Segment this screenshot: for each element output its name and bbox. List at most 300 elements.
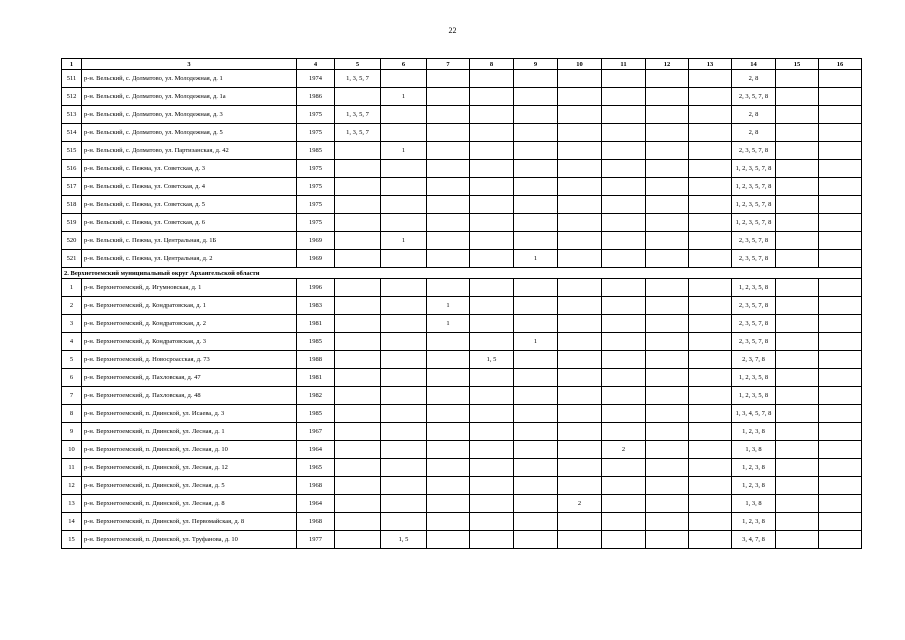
- cell-14: 2, 3, 5, 7, 8: [732, 297, 776, 315]
- cell-6: 1: [381, 88, 427, 106]
- year-cell: 1975: [297, 214, 335, 232]
- cell-11: [602, 351, 646, 369]
- cell-8: [470, 495, 514, 513]
- cell-6: [381, 495, 427, 513]
- column-header: 8: [470, 59, 514, 70]
- section-row: [62, 268, 862, 279]
- cell-13: [689, 279, 732, 297]
- table-row: [62, 513, 862, 531]
- cell-10: [558, 279, 602, 297]
- cell-10: [558, 369, 602, 387]
- cell-9: [514, 160, 558, 178]
- year-cell: 1964: [297, 495, 335, 513]
- cell-6: [381, 459, 427, 477]
- year-cell: 1985: [297, 405, 335, 423]
- address-cell: р-н. Верхнетоемский, п. Двинской, ул. Исаева, д. 3: [82, 405, 297, 423]
- cell-8: [470, 423, 514, 441]
- year-cell: 1967: [297, 423, 335, 441]
- cell-13: [689, 142, 732, 160]
- cell-8: [470, 459, 514, 477]
- cell-6: [381, 70, 427, 88]
- table-row: [62, 142, 862, 160]
- column-header: 3: [82, 59, 297, 70]
- cell-12: [646, 333, 689, 351]
- column-header: 5: [335, 59, 381, 70]
- cell-7: [427, 441, 470, 459]
- row-number: 515: [62, 142, 82, 160]
- cell-11: [602, 459, 646, 477]
- cell-9: [514, 369, 558, 387]
- table-row: [62, 124, 862, 142]
- cell-8: [470, 297, 514, 315]
- cell-16: [819, 214, 862, 232]
- cell-13: [689, 351, 732, 369]
- cell-11: [602, 279, 646, 297]
- cell-6: 1, 5: [381, 531, 427, 549]
- cell-13: [689, 214, 732, 232]
- table-row: [62, 196, 862, 214]
- cell-7: [427, 369, 470, 387]
- cell-15: [776, 106, 819, 124]
- cell-14: 2, 3, 5, 7, 8: [732, 333, 776, 351]
- table-row: [62, 477, 862, 495]
- cell-10: [558, 232, 602, 250]
- table-row: [62, 279, 862, 297]
- cell-14: 1, 3, 8: [732, 441, 776, 459]
- cell-16: [819, 459, 862, 477]
- cell-15: [776, 441, 819, 459]
- year-cell: 1975: [297, 196, 335, 214]
- cell-14: 2, 3, 5, 7, 8: [732, 88, 776, 106]
- cell-7: [427, 178, 470, 196]
- cell-6: [381, 106, 427, 124]
- table-row: [62, 315, 862, 333]
- table-row: [62, 369, 862, 387]
- row-number: 3: [62, 315, 82, 333]
- cell-13: [689, 297, 732, 315]
- cell-9: [514, 214, 558, 232]
- cell-10: [558, 531, 602, 549]
- cell-12: [646, 214, 689, 232]
- cell-15: [776, 387, 819, 405]
- cell-9: [514, 513, 558, 531]
- cell-14: 1, 2, 3, 5, 8: [732, 279, 776, 297]
- cell-8: [470, 441, 514, 459]
- cell-12: [646, 351, 689, 369]
- table-row: [62, 106, 862, 124]
- cell-8: [470, 369, 514, 387]
- row-number: 511: [62, 70, 82, 88]
- cell-6: [381, 124, 427, 142]
- cell-15: [776, 70, 819, 88]
- cell-13: [689, 423, 732, 441]
- cell-6: [381, 196, 427, 214]
- cell-5: [335, 459, 381, 477]
- cell-5: [335, 441, 381, 459]
- cell-9: [514, 441, 558, 459]
- address-cell: р-н. Вельский, с. Долматово, ул. Партизанская, д. 42: [82, 142, 297, 160]
- column-header: 13: [689, 59, 732, 70]
- year-cell: 1975: [297, 178, 335, 196]
- cell-14: 1, 2, 3, 8: [732, 459, 776, 477]
- cell-14: 1, 2, 3, 8: [732, 513, 776, 531]
- cell-6: [381, 441, 427, 459]
- row-number: 521: [62, 250, 82, 268]
- address-cell: р-н. Верхнетоемский, д. Пахловская, д. 47: [82, 369, 297, 387]
- cell-16: [819, 495, 862, 513]
- cell-7: [427, 405, 470, 423]
- cell-6: [381, 477, 427, 495]
- cell-12: [646, 124, 689, 142]
- cell-11: [602, 250, 646, 268]
- cell-12: [646, 106, 689, 124]
- cell-10: [558, 459, 602, 477]
- cell-14: 1, 2, 3, 5, 7, 8: [732, 196, 776, 214]
- cell-6: [381, 315, 427, 333]
- cell-15: [776, 142, 819, 160]
- cell-6: [381, 405, 427, 423]
- cell-11: [602, 531, 646, 549]
- year-cell: 1986: [297, 88, 335, 106]
- cell-9: 1: [514, 250, 558, 268]
- cell-9: [514, 88, 558, 106]
- cell-6: [381, 513, 427, 531]
- cell-15: [776, 333, 819, 351]
- cell-16: [819, 315, 862, 333]
- cell-8: [470, 214, 514, 232]
- year-cell: 1965: [297, 459, 335, 477]
- cell-16: [819, 333, 862, 351]
- table-row: [62, 160, 862, 178]
- cell-15: [776, 297, 819, 315]
- cell-12: [646, 405, 689, 423]
- cell-12: [646, 178, 689, 196]
- address-cell: р-н. Верхнетоемский, д. Игумновская, д. 1: [82, 279, 297, 297]
- cell-15: [776, 279, 819, 297]
- cell-9: [514, 196, 558, 214]
- row-number: 516: [62, 160, 82, 178]
- cell-7: 1: [427, 297, 470, 315]
- table-row: [62, 441, 862, 459]
- cell-5: 1, 3, 5, 7: [335, 106, 381, 124]
- column-header: 16: [819, 59, 862, 70]
- cell-13: [689, 495, 732, 513]
- cell-9: [514, 495, 558, 513]
- cell-6: [381, 369, 427, 387]
- address-cell: р-н. Верхнетоемский, д. Кондратовская, д. 3: [82, 333, 297, 351]
- cell-9: 1: [514, 333, 558, 351]
- cell-13: [689, 477, 732, 495]
- cell-6: 1: [381, 142, 427, 160]
- cell-7: [427, 531, 470, 549]
- cell-13: [689, 369, 732, 387]
- cell-13: [689, 106, 732, 124]
- cell-9: [514, 178, 558, 196]
- address-cell: р-н. Верхнетоемский, п. Двинской, ул. Лесная, д. 10: [82, 441, 297, 459]
- cell-11: [602, 232, 646, 250]
- cell-8: [470, 88, 514, 106]
- cell-15: [776, 124, 819, 142]
- address-cell: р-н. Вельский, с. Долматово, ул. Молодежная, д. 3: [82, 106, 297, 124]
- cell-7: [427, 333, 470, 351]
- cell-12: [646, 315, 689, 333]
- cell-16: [819, 351, 862, 369]
- cell-9: [514, 459, 558, 477]
- cell-10: [558, 387, 602, 405]
- cell-5: [335, 297, 381, 315]
- cell-14: 1, 2, 3, 5, 7, 8: [732, 214, 776, 232]
- row-number: 513: [62, 106, 82, 124]
- cell-12: [646, 423, 689, 441]
- year-cell: 1981: [297, 315, 335, 333]
- cell-10: [558, 297, 602, 315]
- cell-13: [689, 196, 732, 214]
- cell-9: [514, 279, 558, 297]
- address-cell: р-н. Верхнетоемский, п. Двинской, ул. Лесная, д. 5: [82, 477, 297, 495]
- cell-11: [602, 495, 646, 513]
- cell-10: [558, 250, 602, 268]
- cell-14: 1, 2, 3, 8: [732, 477, 776, 495]
- table-row: [62, 250, 862, 268]
- cell-12: [646, 232, 689, 250]
- cell-7: [427, 70, 470, 88]
- row-number: 4: [62, 333, 82, 351]
- cell-11: [602, 142, 646, 160]
- cell-16: [819, 232, 862, 250]
- row-number: 14: [62, 513, 82, 531]
- cell-5: [335, 214, 381, 232]
- cell-10: [558, 196, 602, 214]
- cell-16: [819, 513, 862, 531]
- table-row: [62, 531, 862, 549]
- cell-16: [819, 531, 862, 549]
- cell-8: [470, 387, 514, 405]
- cell-12: [646, 70, 689, 88]
- cell-13: [689, 513, 732, 531]
- address-cell: р-н. Вельский, с. Пежма, ул. Центральная, д. 1Б: [82, 232, 297, 250]
- cell-15: [776, 250, 819, 268]
- cell-16: [819, 279, 862, 297]
- row-number: 1: [62, 279, 82, 297]
- cell-12: [646, 279, 689, 297]
- cell-16: [819, 70, 862, 88]
- cell-8: [470, 178, 514, 196]
- cell-14: 1, 3, 8: [732, 495, 776, 513]
- row-number: 7: [62, 387, 82, 405]
- cell-11: [602, 315, 646, 333]
- cell-13: [689, 232, 732, 250]
- row-number: 519: [62, 214, 82, 232]
- cell-16: [819, 369, 862, 387]
- header-row: [62, 59, 862, 70]
- cell-5: [335, 369, 381, 387]
- cell-10: [558, 88, 602, 106]
- cell-11: [602, 70, 646, 88]
- cell-8: [470, 279, 514, 297]
- cell-9: [514, 423, 558, 441]
- cell-5: 1, 3, 5, 7: [335, 124, 381, 142]
- cell-14: 2, 3, 7, 8: [732, 351, 776, 369]
- cell-8: [470, 160, 514, 178]
- year-cell: 1964: [297, 441, 335, 459]
- cell-13: [689, 88, 732, 106]
- row-number: 512: [62, 88, 82, 106]
- cell-5: [335, 232, 381, 250]
- cell-16: [819, 441, 862, 459]
- row-number: 517: [62, 178, 82, 196]
- cell-13: [689, 250, 732, 268]
- cell-9: [514, 106, 558, 124]
- cell-14: 2, 3, 5, 7, 8: [732, 142, 776, 160]
- cell-7: [427, 351, 470, 369]
- year-cell: 1975: [297, 106, 335, 124]
- cell-9: [514, 124, 558, 142]
- cell-15: [776, 196, 819, 214]
- cell-9: [514, 297, 558, 315]
- cell-10: [558, 477, 602, 495]
- row-number: 6: [62, 369, 82, 387]
- address-cell: р-н. Вельский, с. Пежма, ул. Советская, д. 6: [82, 214, 297, 232]
- table-row: [62, 88, 862, 106]
- column-header: 4: [297, 59, 335, 70]
- cell-15: [776, 351, 819, 369]
- cell-16: [819, 387, 862, 405]
- year-cell: 1983: [297, 297, 335, 315]
- cell-10: [558, 70, 602, 88]
- cell-8: [470, 405, 514, 423]
- cell-8: [470, 513, 514, 531]
- cell-8: [470, 232, 514, 250]
- table-row: [62, 333, 862, 351]
- cell-10: [558, 351, 602, 369]
- cell-10: [558, 142, 602, 160]
- page-number: 22: [448, 26, 457, 35]
- address-cell: р-н. Вельский, с. Долматово, ул. Молодежная, д. 1а: [82, 88, 297, 106]
- cell-14: 1, 2, 3, 5, 7, 8: [732, 178, 776, 196]
- cell-12: [646, 250, 689, 268]
- cell-12: [646, 387, 689, 405]
- cell-14: 2, 3, 5, 7, 8: [732, 250, 776, 268]
- column-header: 12: [646, 59, 689, 70]
- cell-5: [335, 160, 381, 178]
- table-header: [62, 59, 862, 70]
- cell-13: [689, 387, 732, 405]
- cell-5: [335, 387, 381, 405]
- cell-15: [776, 369, 819, 387]
- cell-5: 1, 3, 5, 7: [335, 70, 381, 88]
- cell-7: [427, 232, 470, 250]
- cell-16: [819, 196, 862, 214]
- year-cell: 1968: [297, 513, 335, 531]
- cell-9: [514, 232, 558, 250]
- table-body: [62, 70, 862, 549]
- cell-5: [335, 405, 381, 423]
- year-cell: 1975: [297, 160, 335, 178]
- cell-7: [427, 477, 470, 495]
- cell-5: [335, 513, 381, 531]
- table-row: [62, 387, 862, 405]
- cell-7: [427, 160, 470, 178]
- cell-10: [558, 214, 602, 232]
- cell-11: [602, 297, 646, 315]
- cell-9: [514, 405, 558, 423]
- cell-7: [427, 495, 470, 513]
- cell-7: [427, 279, 470, 297]
- year-cell: 1988: [297, 351, 335, 369]
- column-header: 10: [558, 59, 602, 70]
- cell-15: [776, 405, 819, 423]
- year-cell: 1982: [297, 387, 335, 405]
- cell-14: 1, 2, 3, 5, 8: [732, 369, 776, 387]
- row-number: 12: [62, 477, 82, 495]
- address-cell: р-н. Верхнетоемский, д. Кондратовская, д. 2: [82, 315, 297, 333]
- cell-16: [819, 297, 862, 315]
- address-cell: р-н. Верхнетоемский, п. Двинской, ул. Первомайская, д. 8: [82, 513, 297, 531]
- cell-8: [470, 315, 514, 333]
- column-header: 7: [427, 59, 470, 70]
- cell-11: [602, 369, 646, 387]
- cell-15: [776, 423, 819, 441]
- cell-16: [819, 477, 862, 495]
- cell-15: [776, 88, 819, 106]
- year-cell: 1969: [297, 232, 335, 250]
- cell-16: [819, 142, 862, 160]
- address-cell: р-н. Верхнетоемский, п. Двинской, ул. Труфанова, д. 10: [82, 531, 297, 549]
- year-cell: 1968: [297, 477, 335, 495]
- table-row: [62, 405, 862, 423]
- cell-11: [602, 423, 646, 441]
- cell-10: [558, 124, 602, 142]
- cell-5: [335, 315, 381, 333]
- cell-16: [819, 405, 862, 423]
- year-cell: 1977: [297, 531, 335, 549]
- cell-7: [427, 214, 470, 232]
- cell-10: [558, 106, 602, 124]
- cell-12: [646, 88, 689, 106]
- address-cell: р-н. Верхнетоемский, п. Двинской, ул. Лесная, д. 12: [82, 459, 297, 477]
- cell-13: [689, 333, 732, 351]
- cell-5: [335, 351, 381, 369]
- cell-6: [381, 178, 427, 196]
- cell-12: [646, 477, 689, 495]
- address-cell: р-н. Вельский, с. Пежма, ул. Советская, д. 3: [82, 160, 297, 178]
- table-row: [62, 178, 862, 196]
- cell-13: [689, 178, 732, 196]
- cell-14: 2, 3, 5, 7, 8: [732, 315, 776, 333]
- row-number: 9: [62, 423, 82, 441]
- cell-5: [335, 477, 381, 495]
- cell-13: [689, 315, 732, 333]
- cell-15: [776, 232, 819, 250]
- row-number: 8: [62, 405, 82, 423]
- cell-12: [646, 196, 689, 214]
- cell-15: [776, 513, 819, 531]
- cell-12: [646, 441, 689, 459]
- cell-8: [470, 196, 514, 214]
- cell-11: [602, 214, 646, 232]
- cell-10: [558, 315, 602, 333]
- cell-10: [558, 160, 602, 178]
- cell-5: [335, 196, 381, 214]
- row-number: 518: [62, 196, 82, 214]
- cell-9: [514, 531, 558, 549]
- cell-10: [558, 178, 602, 196]
- cell-5: [335, 423, 381, 441]
- cell-7: [427, 88, 470, 106]
- address-cell: р-н. Верхнетоемский, д. Новосроасская, д. 73: [82, 351, 297, 369]
- cell-13: [689, 459, 732, 477]
- cell-9: [514, 70, 558, 88]
